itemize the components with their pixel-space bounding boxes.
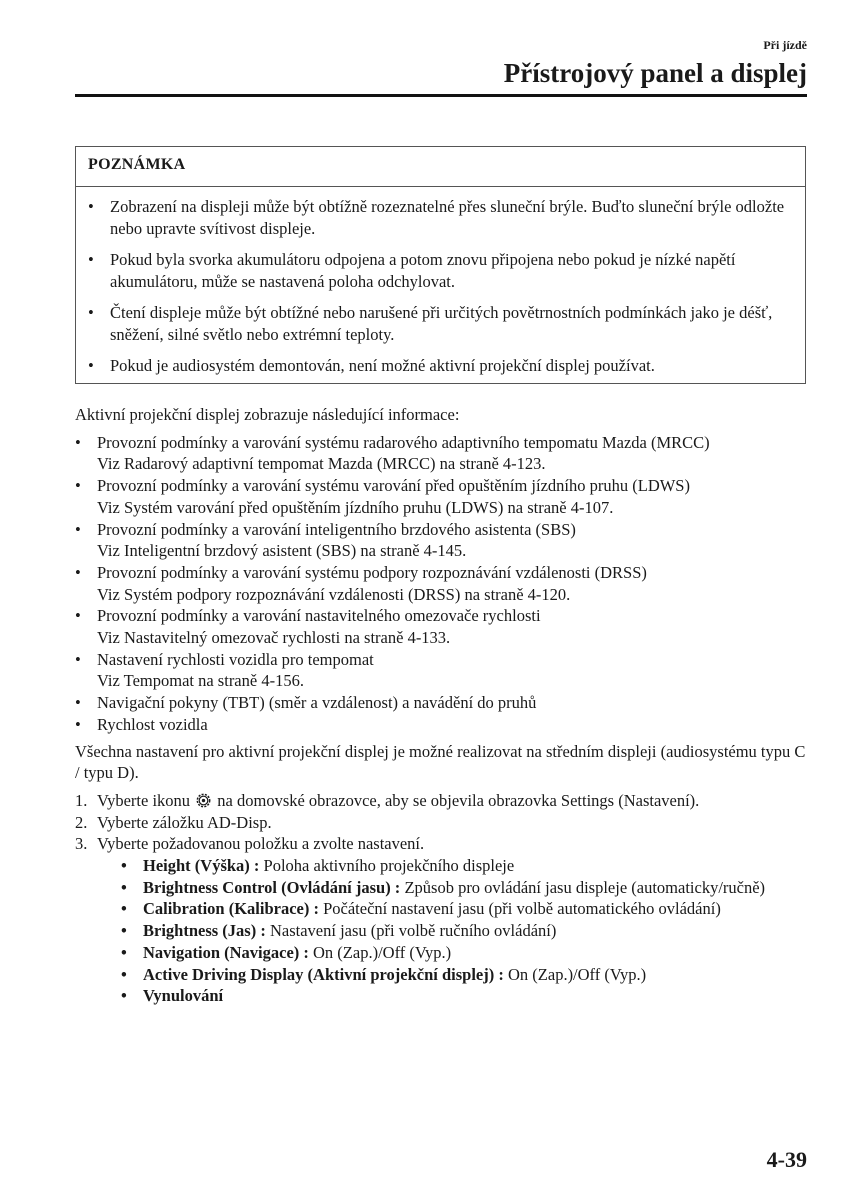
info-text: Provozní podmínky a varování inteligentního brzdového asistenta (SBS) (97, 519, 576, 539)
bullet-icon: • (121, 986, 127, 1006)
setting-item (121, 964, 810, 986)
bullet-icon: • (121, 877, 127, 897)
setting-term: Vynulování (143, 986, 224, 1006)
bullet-icon: • (75, 693, 81, 713)
bullet-icon: • (75, 562, 81, 582)
page-number: 4-39 (766, 1147, 807, 1172)
info-item (75, 562, 810, 605)
note-list (76, 187, 805, 377)
info-text: Provozní podmínky a varování nastavitelného omezovače rychlosti (97, 606, 541, 626)
note-item (88, 302, 791, 346)
info-text: Nastavení rychlosti vozidla pro tempomat (97, 649, 374, 669)
setting-description: Počáteční nastavení jasu (při volbě automatického ovládání) (318, 899, 721, 919)
info-text: Provozní podmínky a varování systému podpory rozpoznávání vzdálenosti (DRSS) (97, 562, 647, 582)
setting-description: On (Zap.)/Off (Vyp.) (308, 942, 452, 962)
main-content (75, 404, 810, 1007)
setting-description: On (Zap.)/Off (Vyp.) (503, 964, 647, 984)
bullet-icon: • (75, 519, 81, 539)
info-item (75, 605, 810, 648)
step-item (75, 833, 810, 1007)
bullet-icon: • (75, 476, 81, 496)
bullet-icon: • (121, 921, 127, 941)
info-text: Rychlost vozidla (97, 714, 208, 734)
gear-icon (196, 793, 211, 808)
setting-item (121, 942, 810, 964)
note-box (75, 146, 806, 384)
bullet-icon: • (121, 856, 127, 876)
setting-item (121, 877, 810, 899)
info-item (75, 692, 810, 714)
bullet-icon: • (75, 606, 81, 626)
setting-term: Brightness Control (Ovládání jasu) : (143, 877, 401, 897)
bullet-icon: • (75, 649, 81, 669)
info-reference: Viz Tempomat na straně 4-156. (97, 671, 304, 691)
setting-description: Poloha aktivního projekčního displeje (259, 856, 515, 876)
settings-items-list (97, 855, 810, 1007)
bullet-icon: • (121, 964, 127, 984)
bullet-icon: • (121, 942, 127, 962)
step-text: na domovské obrazovce, aby se objevila obrazovka Settings (Nastavení). (217, 790, 700, 810)
note-text: Pokud je audiosystém demontován, není možné aktivní projekční displej používat. (110, 356, 655, 375)
info-text: Provozní podmínky a varování systému radarového adaptivního tempomatu Mazda (MRCC) (97, 432, 710, 452)
step-text: Vyberte záložku AD-Disp. (97, 812, 272, 832)
bullet-icon: • (75, 714, 81, 734)
note-text: Zobrazení na displeji může být obtížně rozeznatelné přes sluneční brýle. Buďto sluneční brýle odložte nebo upravte svítivost displeje. (110, 197, 785, 238)
bullet-icon: • (75, 432, 81, 452)
bullet-icon: • (88, 303, 94, 322)
setting-item (121, 898, 810, 920)
info-text: Provozní podmínky a varování systému varování před opuštěním jízdního pruhu (LDWS) (97, 476, 690, 496)
info-list (75, 432, 810, 736)
info-reference: Viz Systém podpory rozpoznávání vzdálenosti (DRSS) na straně 4-120. (97, 584, 571, 604)
intro-paragraph: Aktivní projekční displej zobrazuje následující informace: (75, 405, 460, 424)
info-reference: Viz Nastavitelný omezovač rychlosti na straně 4-133. (97, 628, 451, 648)
info-reference: Viz Systém varování před opuštěním jízdního pruhu (LDWS) na straně 4-107. (97, 497, 614, 517)
section-label: Při jízdě (763, 38, 807, 52)
setting-term: Height (Výška) : (143, 856, 260, 876)
setting-description: Nastavení jasu (při volbě ručního ovládání) (265, 921, 557, 941)
setting-item (121, 855, 810, 877)
step-text: Vyberte ikonu (97, 790, 191, 810)
note-heading: POZNÁMKA (76, 147, 805, 187)
note-text: Čtení displeje může být obtížné nebo narušené při určitých povětrnostních podmínkách jako je déšť, sněžení, silné světlo nebo extrémní teploty. (110, 303, 773, 344)
info-reference: Viz Inteligentní brzdový asistent (SBS) na straně 4-145. (97, 541, 467, 561)
setting-item (121, 920, 810, 942)
info-item (75, 432, 810, 475)
info-item (75, 475, 810, 518)
bullet-icon: • (88, 356, 94, 375)
setting-description: Způsob pro ovládání jasu displeje (automaticky/ručně) (400, 877, 766, 897)
page-title: Přístrojový panel a displej (503, 58, 807, 88)
setting-term: Brightness (Jas) : (143, 921, 266, 941)
setting-term: Calibration (Kalibrace) : (143, 899, 319, 919)
step-number: 3. (75, 834, 88, 854)
setting-item (121, 985, 810, 1007)
info-text: Navigační pokyny (TBT) (směr a vzdálenost) a navádění do pruhů (97, 693, 537, 713)
bullet-icon: • (88, 197, 94, 216)
step-number: 1. (75, 790, 88, 810)
steps-list (75, 790, 810, 1007)
info-item (75, 714, 810, 736)
info-item (75, 649, 810, 692)
note-text: Pokud byla svorka akumulátoru odpojena a potom znovu připojena nebo pokud je nízké napětí akumulátoru, může se nastavená poloha odchylovat. (110, 250, 736, 291)
step-item (75, 812, 810, 834)
step-number: 2. (75, 812, 88, 832)
bullet-icon: • (121, 899, 127, 919)
info-item (75, 519, 810, 562)
setting-term: Active Driving Display (Aktivní projekční displej) : (143, 964, 504, 984)
bullet-icon: • (88, 250, 94, 269)
step-item (75, 790, 810, 812)
note-item (88, 249, 791, 293)
note-item (88, 196, 791, 240)
step-text: Vyberte požadovanou položku a zvolte nastavení. (97, 834, 425, 854)
title-rule (75, 94, 807, 97)
info-reference: Viz Radarový adaptivní tempomat Mazda (MRCC) na straně 4-123. (97, 454, 546, 474)
settings-paragraph: Všechna nastavení pro aktivní projekční displej je možné realizovat na středním displeji (audiosystému typu C / typu D). (75, 741, 806, 783)
note-item (88, 355, 791, 377)
setting-term: Navigation (Navigace) : (143, 942, 309, 962)
